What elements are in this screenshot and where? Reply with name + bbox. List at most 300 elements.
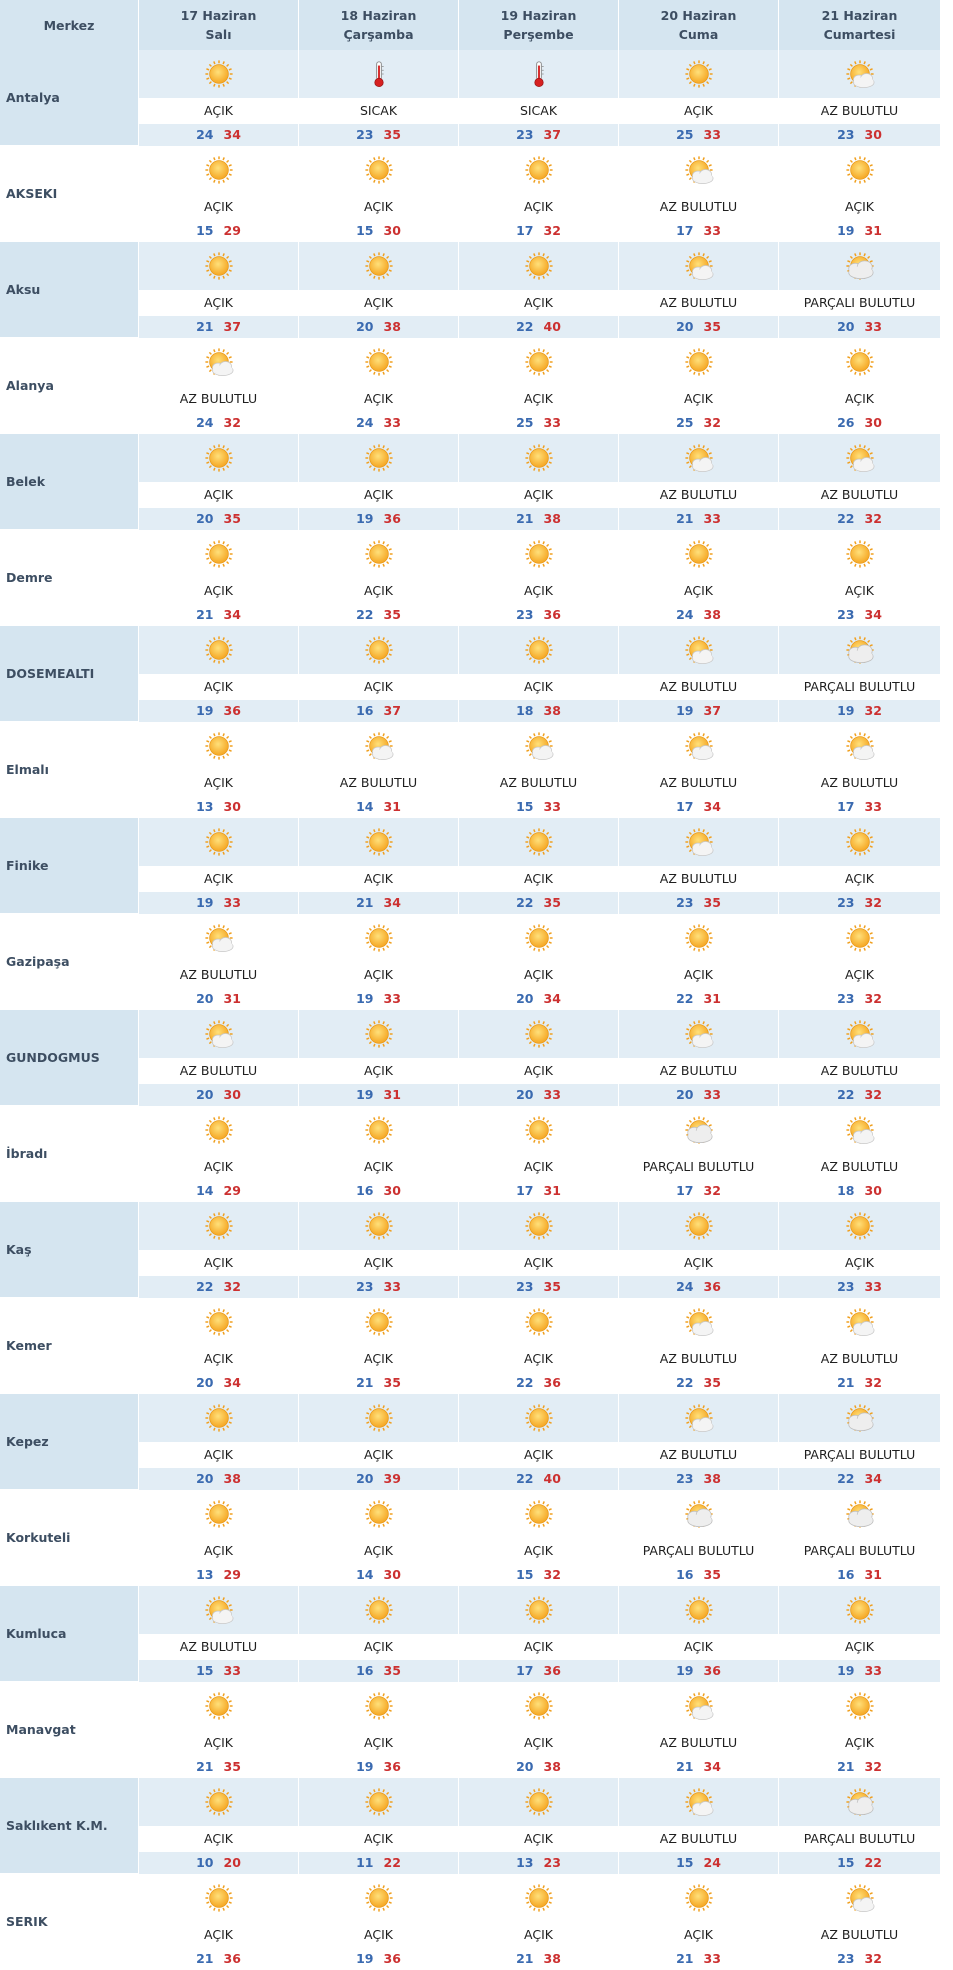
temp-low: 23: [356, 127, 374, 142]
weather-icon-cell: [778, 1010, 940, 1058]
temperature-cell: [298, 412, 458, 434]
header-city-column: [0, 0, 138, 50]
header-day-1: [138, 0, 298, 50]
temp-low: 20: [196, 1471, 214, 1486]
temp-low: 21: [516, 511, 534, 526]
condition-text: AZ BULUTLU: [618, 290, 778, 316]
temp-low: 11: [356, 1855, 374, 1870]
temperature-cell: [138, 412, 298, 434]
condition-text: AZ BULUTLU: [138, 1058, 298, 1084]
condition-text: AÇIK: [458, 1154, 618, 1180]
sun-icon: [845, 1691, 875, 1721]
partly-cloudy-icon: [684, 1499, 714, 1529]
temp-high: 30: [223, 799, 241, 814]
weather-icon-cell: [458, 434, 618, 482]
city-label: Kumluca: [6, 1626, 67, 1641]
sun-icon: [204, 1115, 234, 1145]
sun-cloud-icon: [684, 251, 714, 281]
condition-text: AZ BULUTLU: [138, 962, 298, 988]
temp-low: 21: [516, 1951, 534, 1966]
temp-high: 33: [703, 511, 721, 526]
temperature-row: [138, 220, 940, 242]
temperature-row: [138, 1660, 940, 1682]
temperature-cell: [298, 1564, 458, 1586]
temp-low: 17: [837, 799, 855, 814]
sun-icon: [364, 1595, 394, 1625]
sun-icon: [524, 155, 554, 185]
temperature-cell: [138, 1084, 298, 1106]
city-name: [0, 242, 138, 338]
temp-high: 30: [383, 1183, 401, 1198]
sun-icon: [364, 1115, 394, 1145]
temp-low: 16: [837, 1567, 855, 1582]
header-day-3: [458, 0, 618, 50]
temp-high: 32: [864, 895, 882, 910]
temp-low: 24: [196, 127, 214, 142]
weather-icon-cell: [138, 1394, 298, 1442]
temp-low: 24: [676, 1279, 694, 1294]
icon-row: [138, 242, 940, 290]
temp-high: 33: [703, 1087, 721, 1102]
temp-low: 18: [837, 1183, 855, 1198]
condition-text: AÇIK: [298, 1250, 458, 1276]
temperature-row: [138, 1372, 940, 1394]
temp-low: 20: [516, 1759, 534, 1774]
condition-text: AÇIK: [138, 1538, 298, 1564]
temp-high: 36: [543, 1663, 561, 1678]
weather-icon-cell: [138, 722, 298, 770]
partly-cloudy-icon: [684, 1115, 714, 1145]
weather-icon-cell: [298, 1106, 458, 1154]
temp-low: 21: [356, 1375, 374, 1390]
condition-text: AÇIK: [618, 98, 778, 124]
temp-low: 25: [676, 127, 694, 142]
sun-icon: [364, 539, 394, 569]
temp-low: 19: [356, 1759, 374, 1774]
weather-icon-cell: [618, 1490, 778, 1538]
temp-high: 35: [703, 1375, 721, 1390]
temp-low: 21: [196, 607, 214, 622]
temp-high: 36: [703, 1279, 721, 1294]
condition-text: AÇIK: [618, 1922, 778, 1948]
header-weekday: Perşembe: [503, 27, 574, 42]
sun-icon: [364, 1211, 394, 1241]
weather-icon-cell: [778, 50, 940, 98]
sun-icon: [204, 539, 234, 569]
condition-text: AÇIK: [458, 1826, 618, 1852]
weather-icon-cell: [618, 1106, 778, 1154]
condition-text: AÇIK: [458, 962, 618, 988]
sun-icon: [845, 1595, 875, 1625]
condition-text: PARÇALI BULUTLU: [618, 1154, 778, 1180]
city-label: AKSEKI: [6, 186, 58, 201]
temp-high: 30: [864, 127, 882, 142]
temp-low: 20: [196, 1087, 214, 1102]
temp-high: 35: [223, 1759, 241, 1774]
condition-text: AÇIK: [778, 1634, 940, 1660]
condition-text: AÇIK: [138, 290, 298, 316]
temperature-cell: [138, 988, 298, 1010]
temperature-cell: [778, 316, 940, 338]
condition-row: [138, 866, 940, 892]
temp-high: 32: [703, 415, 721, 430]
partly-cloudy-icon: [845, 1787, 875, 1817]
temp-low: 21: [196, 1759, 214, 1774]
temp-high: 35: [703, 1567, 721, 1582]
temp-low: 19: [196, 703, 214, 718]
condition-text: SICAK: [458, 98, 618, 124]
temp-low: 22: [676, 991, 694, 1006]
city-name: [0, 1586, 138, 1682]
sun-icon: [524, 1499, 554, 1529]
condition-row: [138, 194, 940, 220]
weather-icon-cell: [458, 626, 618, 674]
temp-low: 21: [196, 1951, 214, 1966]
temperature-cell: [618, 700, 778, 722]
weather-icon-cell: [458, 914, 618, 962]
weather-icon-cell: [458, 146, 618, 194]
temperature-row: [138, 124, 940, 146]
condition-text: PARÇALI BULUTLU: [778, 1442, 940, 1468]
temp-high: 39: [383, 1471, 401, 1486]
sun-icon: [204, 1883, 234, 1913]
sun-icon: [524, 827, 554, 857]
weather-icon-cell: [298, 626, 458, 674]
temp-high: 34: [703, 1759, 721, 1774]
temp-high: 33: [383, 991, 401, 1006]
icon-row: [138, 626, 940, 674]
condition-row: [138, 386, 940, 412]
condition-text: AZ BULUTLU: [618, 866, 778, 892]
temp-low: 20: [196, 1375, 214, 1390]
weather-icon-cell: [778, 530, 940, 578]
condition-text: AÇIK: [138, 674, 298, 700]
temperature-cell: [458, 124, 618, 146]
temperature-row: [138, 508, 940, 530]
temp-high: 32: [703, 1183, 721, 1198]
temperature-cell: [458, 1372, 618, 1394]
condition-text: AÇIK: [138, 770, 298, 796]
temp-high: 32: [864, 1759, 882, 1774]
temp-low: 24: [356, 415, 374, 430]
sun-icon: [364, 443, 394, 473]
condition-text: AÇIK: [618, 578, 778, 604]
temp-high: 37: [703, 703, 721, 718]
temp-high: 34: [383, 895, 401, 910]
weather-icon-cell: [298, 1010, 458, 1058]
temp-low: 19: [837, 1663, 855, 1678]
weather-icon-cell: [618, 1682, 778, 1730]
temp-low: 17: [516, 1663, 534, 1678]
city-name: [0, 1010, 138, 1106]
temperature-cell: [138, 1468, 298, 1490]
temperature-row: [138, 604, 940, 626]
temp-low: 19: [356, 991, 374, 1006]
condition-text: AÇIK: [458, 1538, 618, 1564]
sun-icon: [524, 1307, 554, 1337]
temperature-cell: [138, 700, 298, 722]
temp-high: 29: [223, 1567, 241, 1582]
temp-high: 32: [543, 223, 561, 238]
city-name: [0, 626, 138, 722]
weather-icon-cell: [138, 530, 298, 578]
temperature-cell: [458, 700, 618, 722]
sun-icon: [204, 1499, 234, 1529]
sun-icon: [524, 347, 554, 377]
sun-cloud-icon: [684, 1787, 714, 1817]
temperature-cell: [138, 124, 298, 146]
condition-row: [138, 1058, 940, 1084]
sun-icon: [845, 155, 875, 185]
condition-text: AÇIK: [298, 1058, 458, 1084]
temp-high: 32: [223, 415, 241, 430]
condition-text: AZ BULUTLU: [618, 674, 778, 700]
temp-high: 31: [864, 1567, 882, 1582]
condition-text: AÇIK: [458, 1250, 618, 1276]
weather-icon-cell: [138, 1106, 298, 1154]
sun-icon: [204, 155, 234, 185]
city-label: Manavgat: [6, 1722, 76, 1737]
city-name: [0, 1394, 138, 1490]
temperature-cell: [778, 1180, 940, 1202]
temp-low: 15: [837, 1855, 855, 1870]
condition-text: AÇIK: [138, 1922, 298, 1948]
weather-icon-cell: [458, 1298, 618, 1346]
sun-cloud-icon: [684, 731, 714, 761]
temperature-cell: [138, 892, 298, 914]
condition-text: AÇIK: [458, 482, 618, 508]
condition-text: AZ BULUTLU: [778, 482, 940, 508]
temp-high: 31: [383, 1087, 401, 1102]
sun-icon: [204, 731, 234, 761]
sun-icon: [845, 539, 875, 569]
condition-text: PARÇALI BULUTLU: [778, 1826, 940, 1852]
temp-high: 34: [864, 1471, 882, 1486]
temp-high: 31: [383, 799, 401, 814]
sun-icon: [364, 347, 394, 377]
condition-text: AZ BULUTLU: [618, 194, 778, 220]
condition-text: AÇIK: [458, 866, 618, 892]
temp-low: 16: [356, 1183, 374, 1198]
city-label: Finike: [6, 858, 49, 873]
condition-text: AÇIK: [298, 194, 458, 220]
weather-icon-cell: [618, 50, 778, 98]
temp-high: 31: [864, 223, 882, 238]
icon-row: [138, 914, 940, 962]
weather-icon-cell: [618, 530, 778, 578]
temperature-cell: [138, 1372, 298, 1394]
weather-icon-cell: [618, 338, 778, 386]
temp-low: 22: [837, 1087, 855, 1102]
header-weekday: Cumartesi: [823, 27, 896, 42]
temperature-cell: [458, 988, 618, 1010]
temp-high: 38: [543, 703, 561, 718]
temp-high: 36: [543, 1375, 561, 1390]
temp-high: 37: [543, 127, 561, 142]
weather-icon-cell: [298, 722, 458, 770]
city-name: [0, 1298, 138, 1394]
temp-low: 21: [356, 895, 374, 910]
temperature-cell: [298, 508, 458, 530]
temperature-cell: [618, 412, 778, 434]
temperature-row: [138, 1276, 940, 1298]
weather-icon-cell: [458, 530, 618, 578]
temperature-cell: [458, 1660, 618, 1682]
condition-text: AÇIK: [298, 482, 458, 508]
weather-icon-cell: [778, 722, 940, 770]
condition-text: AZ BULUTLU: [298, 770, 458, 796]
condition-text: AZ BULUTLU: [138, 386, 298, 412]
sun-cloud-icon: [684, 635, 714, 665]
condition-text: AÇIK: [138, 482, 298, 508]
temp-high: 36: [383, 511, 401, 526]
temp-high: 23: [543, 1855, 561, 1870]
temp-high: 32: [223, 1279, 241, 1294]
temp-high: 33: [864, 1279, 882, 1294]
weather-icon-cell: [778, 1586, 940, 1634]
weather-icon-cell: [458, 50, 618, 98]
temperature-cell: [298, 988, 458, 1010]
icon-row: [138, 530, 940, 578]
temperature-cell: [618, 604, 778, 626]
temp-low: 17: [676, 223, 694, 238]
temp-high: 38: [543, 1951, 561, 1966]
city-label: Antalya: [6, 90, 60, 105]
icon-row: [138, 1874, 940, 1922]
condition-text: AZ BULUTLU: [618, 1058, 778, 1084]
condition-text: AZ BULUTLU: [458, 770, 618, 796]
sun-icon: [364, 827, 394, 857]
sun-icon: [364, 923, 394, 953]
sun-icon: [684, 59, 714, 89]
header-day-4: [618, 0, 778, 50]
condition-row: [138, 674, 940, 700]
weather-icon-cell: [138, 914, 298, 962]
sun-cloud-icon: [684, 1019, 714, 1049]
temperature-cell: [778, 1468, 940, 1490]
city-name: [0, 530, 138, 626]
temp-high: 40: [543, 1471, 561, 1486]
city-label: Demre: [6, 570, 53, 585]
condition-text: AÇIK: [778, 962, 940, 988]
temperature-row: [138, 316, 940, 338]
condition-text: AÇIK: [458, 386, 618, 412]
condition-text: AZ BULUTLU: [778, 1922, 940, 1948]
temperature-row: [138, 988, 940, 1010]
temperature-cell: [618, 1564, 778, 1586]
temperature-cell: [778, 604, 940, 626]
temp-high: 38: [543, 511, 561, 526]
sun-icon: [524, 1211, 554, 1241]
sun-cloud-icon: [684, 827, 714, 857]
condition-text: AÇIK: [458, 674, 618, 700]
temperature-row: [138, 412, 940, 434]
temperature-cell: [138, 220, 298, 242]
weather-icon-cell: [778, 818, 940, 866]
temp-low: 23: [837, 607, 855, 622]
sun-icon: [204, 1787, 234, 1817]
temperature-cell: [138, 604, 298, 626]
temp-low: 22: [356, 607, 374, 622]
thermometer-icon: [364, 59, 394, 89]
temp-high: 32: [864, 991, 882, 1006]
weather-icon-cell: [618, 434, 778, 482]
temperature-cell: [778, 508, 940, 530]
condition-row: [138, 1634, 940, 1660]
sun-icon: [204, 827, 234, 857]
condition-text: AÇIK: [618, 962, 778, 988]
weather-icon-cell: [618, 914, 778, 962]
sun-cloud-icon: [684, 1307, 714, 1337]
city-label: Kepez: [6, 1434, 49, 1449]
temp-high: 22: [383, 1855, 401, 1870]
temperature-cell: [458, 412, 618, 434]
condition-text: AÇIK: [458, 578, 618, 604]
temperature-cell: [458, 1084, 618, 1106]
sun-icon: [524, 1691, 554, 1721]
temp-high: 40: [543, 319, 561, 334]
weather-icon-cell: [138, 1778, 298, 1826]
weather-icon-cell: [138, 1298, 298, 1346]
temp-low: 19: [356, 511, 374, 526]
header-day-2: [298, 0, 458, 50]
temp-high: 34: [223, 1375, 241, 1390]
weather-icon-cell: [778, 914, 940, 962]
temperature-cell: [298, 700, 458, 722]
temp-high: 30: [223, 1087, 241, 1102]
temperature-cell: [458, 220, 618, 242]
temperature-cell: [298, 1756, 458, 1778]
temp-low: 22: [196, 1279, 214, 1294]
weather-icon-cell: [298, 50, 458, 98]
temperature-row: [138, 892, 940, 914]
temp-high: 36: [703, 1663, 721, 1678]
temperature-cell: [618, 892, 778, 914]
city-name: [0, 1874, 138, 1970]
weather-icon-cell: [458, 1874, 618, 1922]
city-name: [0, 914, 138, 1010]
sun-cloud-icon: [845, 731, 875, 761]
weather-icon-cell: [458, 1586, 618, 1634]
temp-low: 15: [516, 799, 534, 814]
sun-icon: [524, 1883, 554, 1913]
sun-icon: [204, 251, 234, 281]
temp-low: 23: [837, 1951, 855, 1966]
condition-text: AÇIK: [138, 1442, 298, 1468]
sun-icon: [684, 1211, 714, 1241]
condition-text: AZ BULUTLU: [618, 1826, 778, 1852]
condition-text: AZ BULUTLU: [138, 1634, 298, 1660]
temp-low: 19: [356, 1951, 374, 1966]
temperature-cell: [298, 892, 458, 914]
temp-low: 23: [676, 895, 694, 910]
weather-icon-cell: [778, 434, 940, 482]
sun-icon: [524, 635, 554, 665]
weather-icon-cell: [618, 1202, 778, 1250]
temperature-cell: [458, 604, 618, 626]
temp-low: 25: [676, 415, 694, 430]
weather-icon-cell: [138, 1202, 298, 1250]
temp-low: 14: [356, 1567, 374, 1582]
weather-icon-cell: [298, 818, 458, 866]
condition-text: AÇIK: [138, 98, 298, 124]
icon-row: [138, 1106, 940, 1154]
temp-high: 30: [383, 223, 401, 238]
temperature-cell: [298, 316, 458, 338]
weather-icon-cell: [458, 1778, 618, 1826]
sun-icon: [684, 1595, 714, 1625]
condition-text: AÇIK: [298, 866, 458, 892]
